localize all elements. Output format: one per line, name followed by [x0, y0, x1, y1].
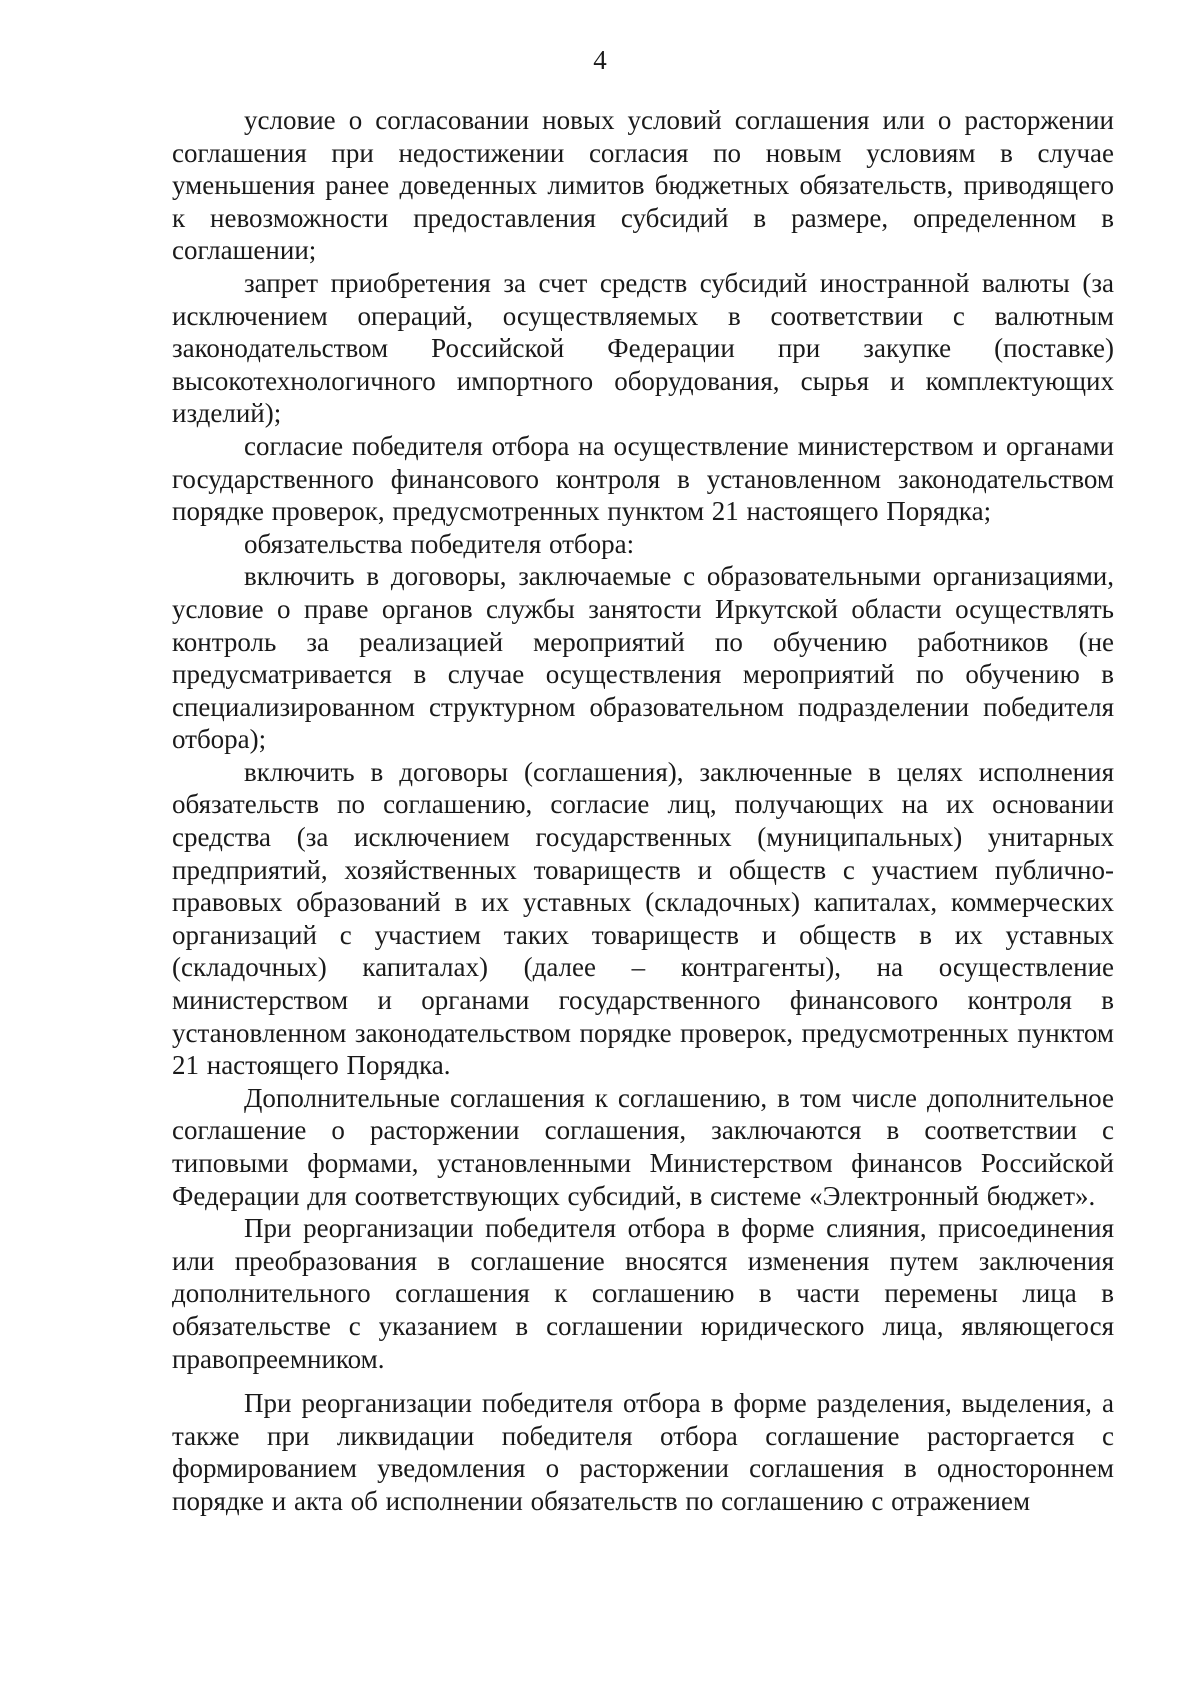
- paragraph-currency-prohibition: запрет приобретения за счет средств субсидий иностранной валюты (за исключением операций, осуществляемых в соответствии с валютным законодательством Российской Федерации при закупке (поставке) высокотехнологичного импортного оборудования, сырья и комплектующих изделий);: [172, 267, 1114, 429]
- paragraph-inspection-consent: согласие победителя отбора на осуществление министерством и органами государственного финансового контроля в установленном законодательством порядке проверок, предусмотренных пунктом 21 настоящего Порядка;: [172, 430, 1114, 527]
- paragraph-educational-contracts: включить в договоры, заключаемые с образовательными организациями, условие о праве органов службы занятости Иркутской области осуществлять контроль за реализацией мероприятий по обучению работников (не предусматривается в случае осуществления мероприятий по обучению в специализированном структурном образовательном подразделении победителя отбора);: [172, 561, 1114, 755]
- paragraph-counterparty-consent: включить в договоры (соглашения), заключенные в целях исполнения обязательств по соглашению, согласие лиц, получающих на их основании средства (за исключением государственных (муниципальных) унитарных предприятий, хозяйственных товариществ и обществ с участием публично-правовых образований в их уставных (складочных) капиталах, коммерческих организаций с участием таких товариществ и обществ в их уставных (складочных) капиталах) (далее – контрагенты), на осуществление министерством и органами государственного финансового контроля в установленном законодательством порядке проверок, предусмотренных пунктом 21 настоящего Порядка.: [172, 756, 1114, 1081]
- document-body: [172, 104, 1114, 1518]
- paragraph-winner-obligations-heading: обязательства победителя отбора:: [244, 528, 635, 559]
- paragraph-reorganization-merger: При реорганизации победителя отбора в форме слияния, присоединения или преобразования в соглашение вносятся изменения путем заключения дополнительного соглашения к соглашению в части перемены лица в обязательстве с указанием в соглашении юридического лица, являющегося правопреемником.: [172, 1213, 1114, 1374]
- page-number: 4: [593, 45, 607, 75]
- paragraph-terms-renegotiation: условие о согласовании новых условий соглашения или о расторжении соглашения при недостижении согласия по новым условиям в случае уменьшения ранее доведенных лимитов бюджетных обязательств, приводящего к невозможности предоставления субсидий в размере, определенном в соглашении;: [172, 105, 1114, 266]
- paragraph-reorganization-liquidation: При реорганизации победителя отбора в форме разделения, выделения, а также при ликвидации победителя отбора соглашение расторгается с формированием уведомления о расторжении соглашения в одностороннем порядке и акта об исполнении обязательств по соглашению с отражением: [172, 1388, 1114, 1516]
- paragraph-additional-agreements: Дополнительные соглашения к соглашению, в том числе дополнительное соглашение о расторжении соглашения, заключаются в соответствии с типовыми формами, установленными Министерством финансов Российской Федерации для соответствующих субсидий, в системе «Электронный бюджет».: [172, 1082, 1114, 1211]
